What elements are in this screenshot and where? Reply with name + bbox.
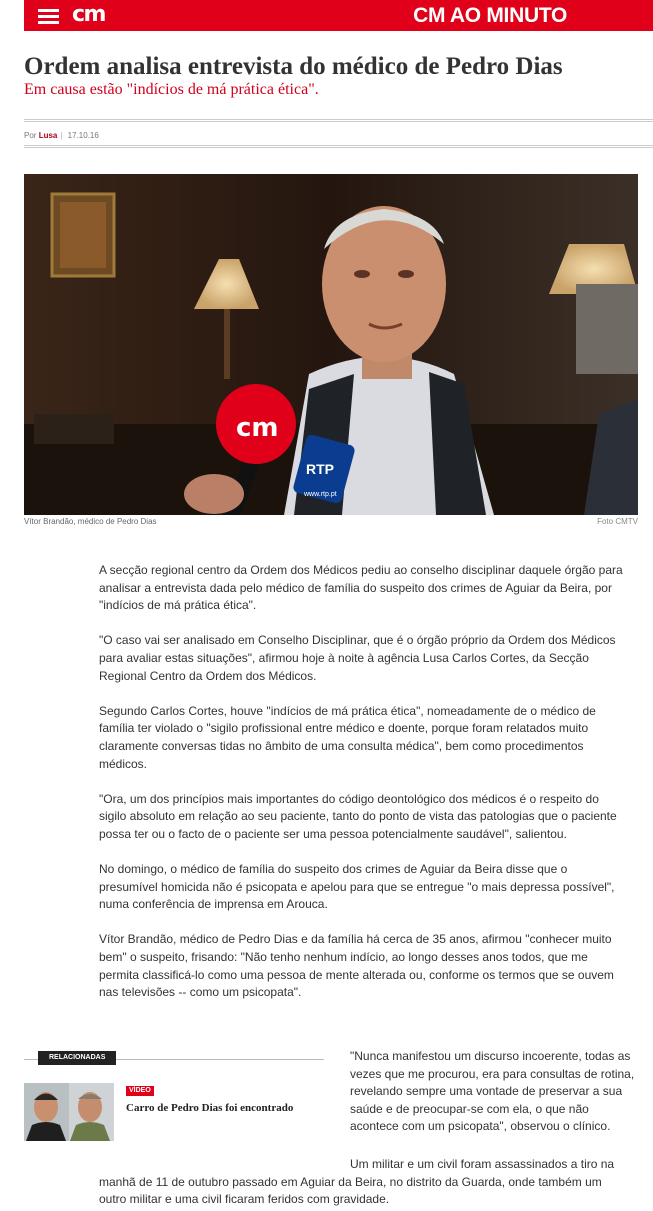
related-thumbnail[interactable] bbox=[24, 1083, 114, 1141]
paragraph: "Nunca manifestou um discurso incoerente, todas as vezes que me procurou, era para consultas de rotina, revelando sempre uma vontade de preservar a sua saúde e de preocupar-se com ela, o que não acontece com um psicopata", observou o clínico. bbox=[350, 1049, 635, 1134]
article-date: 17.10.16 bbox=[67, 131, 99, 140]
related-thumbnail-image bbox=[24, 1083, 114, 1141]
article-photo[interactable] bbox=[24, 174, 638, 515]
interview-photo bbox=[24, 174, 638, 515]
byline bbox=[24, 131, 99, 141]
paragraph: "Ora, um dos princípios mais importantes do código deontológico dos médicos é o respeito do sigilo absoluto em relação ao seu paciente, tanto do ponto de vista das patologias que o paciente possa ter ou o facto de o paciente ser uma pessoa potencialmente saudável", salientou. bbox=[99, 791, 617, 841]
related-article-link[interactable]: Carro de Pedro Dias foi encontrado bbox=[126, 1102, 294, 1114]
article-subtitle: Em causa estão "indícios de má prática ética". bbox=[24, 81, 319, 98]
byline-prefix: Por bbox=[24, 131, 37, 140]
photo-credit: Foto CMTV bbox=[597, 517, 638, 526]
photo-caption: Vítor Brandão, médico de Pedro Dias bbox=[24, 517, 157, 526]
paragraph: Segundo Carlos Cortes, houve "indícios de má prática ética", nomeadamente de o médico de família ter violado o "sigilo profissional entre médico e doente, porque foram relatados muito claramente conversas tidas no âmbito de uma consulta médica", bem como procedimentos médicos. bbox=[99, 703, 596, 771]
final-paragraph-first: Um militar e um civil foram assassinados a tiro na bbox=[350, 1157, 615, 1171]
brand-title[interactable]: CM AO MINUTO bbox=[413, 4, 567, 27]
related-label: RELACIONADAS bbox=[38, 1051, 116, 1065]
article-body bbox=[99, 562, 629, 1019]
top-bar bbox=[24, 0, 653, 31]
final-paragraph-rest: manhã de 11 de outubro passado em Aguiar da Beira, no distrito da Guarda, onde também um outro militar e uma civil ficaram feridos com gravidade. bbox=[99, 1174, 602, 1207]
final-paragraph bbox=[99, 1156, 629, 1209]
paragraph: A secção regional centro da Ordem dos Médicos pediu ao conselho disciplinar daquele órgão para analisar a entrevista dada pelo médico de família do suspeito dos crimes de Aguiar da Beira, por "indícios de má prática ética". bbox=[99, 563, 623, 613]
byline-separator: | bbox=[60, 131, 63, 140]
divider bbox=[24, 145, 653, 148]
mic-rtp-url: www.rtp.pt bbox=[304, 491, 337, 498]
mic-cm-logo: cm bbox=[236, 413, 279, 443]
article-title: Ordem analisa entrevista do médico de Pedro Dias bbox=[24, 53, 563, 80]
mic-rtp-logo: RTP bbox=[306, 461, 334, 477]
divider bbox=[24, 119, 653, 122]
paragraph: "O caso vai ser analisado em Conselho Disciplinar, que é o órgão próprio da Ordem dos Médicos para avaliar estas situações", afirmou hoje à noite à agência Lusa Carlos Cortes, da Secção Regional Centro da Ordem dos Médicos. bbox=[99, 633, 616, 683]
hamburger-menu-icon[interactable] bbox=[38, 9, 59, 23]
paragraph: No domingo, o médico de família do suspeito dos crimes de Aguiar da Beira disse que o presumível homicida não é psicopata e apelou para que se entregue "o mais depressa possível", numa conferência de imprensa em Arouca. bbox=[99, 862, 615, 912]
video-badge: VÍDEO bbox=[126, 1086, 154, 1096]
author-link[interactable]: Lusa bbox=[38, 131, 58, 140]
cm-logo[interactable]: cm bbox=[72, 2, 105, 27]
paragraph: Vítor Brandão, médico de Pedro Dias e da família há cerca de 35 anos, afirmou "conhecer muito bem" o suspeito, frisando: "Não tenho nenhum indício, ao longo desses anos todos, que me permita classificá-lo como uma pessoa de mente alterada ou, conforme os termos que se ouvem nas televisões -- como um psicopata". bbox=[99, 932, 614, 1000]
